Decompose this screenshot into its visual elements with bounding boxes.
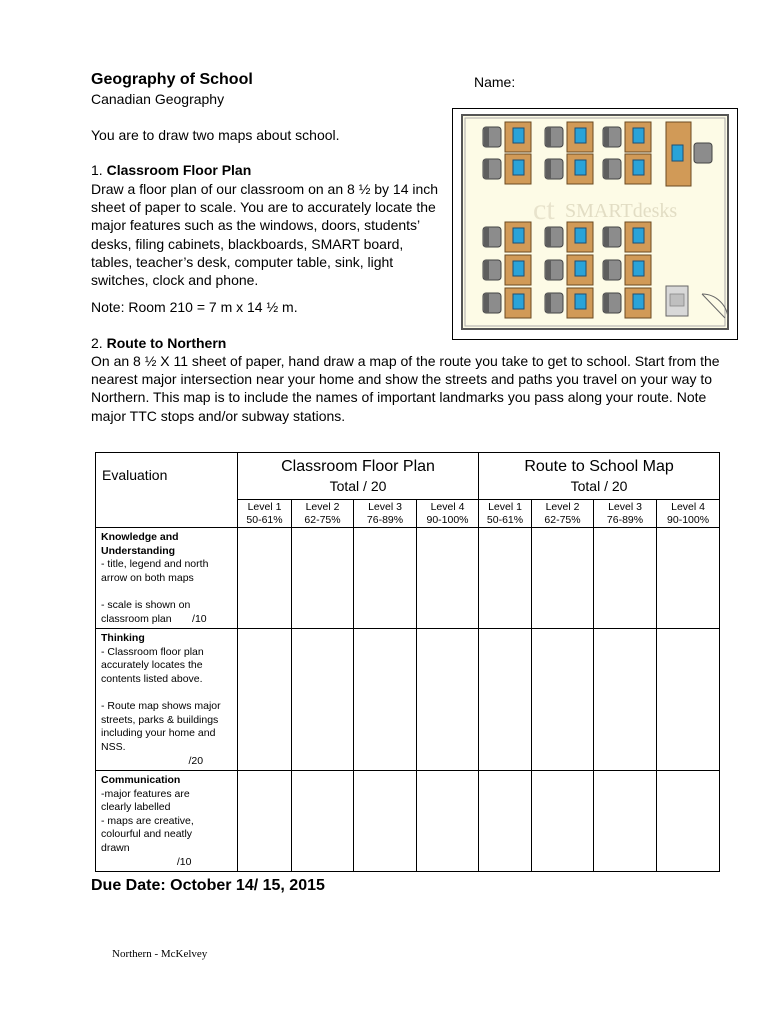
score-cell[interactable] <box>354 528 417 629</box>
criterion-line: - title, legend and north <box>101 558 209 571</box>
score-cell[interactable] <box>238 629 292 771</box>
chair-back <box>484 260 489 280</box>
computer-screen <box>633 128 644 143</box>
score-cell[interactable] <box>238 528 292 629</box>
computer-screen <box>513 128 524 143</box>
criterion-line: /10 <box>101 855 192 868</box>
computer-screen <box>575 228 586 243</box>
score-cell[interactable] <box>292 629 354 771</box>
criterion-line: - maps are creative, <box>101 814 194 827</box>
evaluation-rubric-table <box>95 452 720 872</box>
computer-screen <box>633 160 644 175</box>
computer-screen <box>513 228 524 243</box>
score-cell[interactable] <box>292 771 354 872</box>
page-subtitle: Canadian Geography <box>91 91 225 107</box>
teacher-computer-screen <box>672 145 683 161</box>
computer-screen <box>633 261 644 276</box>
rubric-row <box>96 528 720 629</box>
criterion-line: - Route map shows major <box>101 700 221 713</box>
name-label: Name: <box>474 74 516 90</box>
chair-back <box>546 159 551 179</box>
level-header-cell <box>532 500 594 528</box>
intro-text: You are to draw two maps about school. <box>91 127 340 143</box>
section1-number: 1. <box>91 162 107 178</box>
rubric-row <box>96 629 720 771</box>
computer-screen <box>575 294 586 309</box>
evaluation-label: Evaluation <box>96 453 238 528</box>
level-header-cell <box>594 500 657 528</box>
score-cell[interactable] <box>657 629 720 771</box>
criterion-line: drawn <box>101 842 130 855</box>
score-cell[interactable] <box>417 629 479 771</box>
score-cell[interactable] <box>238 771 292 872</box>
score-cell[interactable] <box>594 771 657 872</box>
criterion-line <box>101 585 235 599</box>
criterion-line: classroom plan /10 <box>101 612 207 625</box>
score-cell[interactable] <box>479 771 532 872</box>
section2-number: 2. <box>91 335 107 351</box>
criterion-line: clearly labelled <box>101 801 171 814</box>
criterion-cell <box>96 528 238 629</box>
computer-screen <box>513 261 524 276</box>
computer-screen <box>575 128 586 143</box>
criterion-line: streets, parks & buildings <box>101 713 219 726</box>
route-map-title: Route to School Map <box>524 458 674 475</box>
section1-title: Classroom Floor Plan <box>106 162 252 178</box>
score-cell[interactable] <box>532 771 594 872</box>
level-header-cell <box>238 500 292 528</box>
score-cell[interactable] <box>417 528 479 629</box>
level-header-cell <box>354 500 417 528</box>
level-range: 50-61% <box>486 514 524 526</box>
criterion-line: - Classroom floor plan <box>101 645 204 658</box>
level-name: Level 2 <box>305 501 340 513</box>
level-range: 90-100% <box>667 514 710 526</box>
criterion-heading: Knowledge and Understanding <box>101 531 179 557</box>
filing-cabinet-drawer <box>670 294 684 306</box>
chair-back <box>604 159 609 179</box>
criterion-heading: Communication <box>101 774 181 787</box>
chair-back <box>546 293 551 313</box>
level-name: Level 3 <box>608 501 642 513</box>
chair-back <box>604 293 609 313</box>
computer-screen <box>575 160 586 175</box>
level-name: Level 4 <box>671 501 705 513</box>
classroom-plan-total: Total / 20 <box>329 478 387 494</box>
chair-back <box>546 127 551 147</box>
score-cell[interactable] <box>354 629 417 771</box>
score-cell[interactable] <box>657 528 720 629</box>
level-range: 62-75% <box>544 514 581 526</box>
section1-body: Draw a floor plan of our classroom on an 8 ½ by 14 inch sheet of paper to scale. You are to accurately locate the major features such as the windows, doors, students’ desks, filing cabinets, blackboards, SMART board, tables, teacher’s desk, computer table, sink, light switches, clock and phone. <box>91 181 439 289</box>
rubric-row <box>96 771 720 872</box>
chair-back <box>484 127 489 147</box>
classroom-plan-header <box>238 453 479 500</box>
score-cell[interactable] <box>532 528 594 629</box>
criterion-line: - scale is shown on <box>101 598 191 611</box>
watermark-logo-mark: ct <box>533 193 555 226</box>
criterion-cell <box>96 629 238 771</box>
criterion-line: including your home and <box>101 727 216 740</box>
score-cell[interactable] <box>417 771 479 872</box>
level-range: 76-89% <box>606 514 644 526</box>
level-name: Level 3 <box>368 501 402 513</box>
computer-screen <box>633 294 644 309</box>
score-cell[interactable] <box>532 629 594 771</box>
page-title: Geography of School <box>91 71 253 88</box>
chair-back <box>484 227 489 247</box>
chair-back <box>546 227 551 247</box>
level-name: Level 4 <box>430 501 465 513</box>
section2-heading <box>91 335 226 351</box>
level-range: 90-100% <box>426 514 469 526</box>
level-header-cell <box>479 500 532 528</box>
computer-screen <box>513 160 524 175</box>
criterion-line: /20 <box>101 754 204 767</box>
room-note: Note: Room 210 = 7 m x 14 ½ m. <box>91 299 298 315</box>
teacher-chair <box>694 143 712 163</box>
score-cell[interactable] <box>292 528 354 629</box>
score-cell[interactable] <box>594 528 657 629</box>
computer-screen <box>513 294 524 309</box>
criterion-line: colourful and neatly <box>101 828 193 841</box>
route-map-total: Total / 20 <box>570 478 628 494</box>
criterion-line: NSS. <box>101 740 126 753</box>
floor-plan-drawing <box>453 109 739 341</box>
computer-screen <box>633 228 644 243</box>
watermark-text: SMARTdesks <box>565 200 678 222</box>
level-name: Level 1 <box>488 501 522 513</box>
score-cell[interactable] <box>479 629 532 771</box>
chair-back <box>604 127 609 147</box>
chair-back <box>484 159 489 179</box>
section2-title: Route to Northern <box>106 335 227 351</box>
score-cell[interactable] <box>657 771 720 872</box>
section1-heading <box>91 162 251 178</box>
level-range: 50-61% <box>246 514 283 526</box>
score-cell[interactable] <box>354 771 417 872</box>
criterion-line <box>101 687 235 701</box>
criterion-heading: Thinking <box>101 632 145 645</box>
chair-back <box>604 227 609 247</box>
chair-back <box>484 293 489 313</box>
chair-back <box>604 260 609 280</box>
section2-body: On an 8 ½ X 11 sheet of paper, hand draw a map of the route you take to get to school. Start from the nearest major intersection near your home and show the streets and paths you travel on your way to Northern. This map is to include the names of important landmarks you pass along your route. Note major TTC stops and/or subway stations. <box>91 353 720 424</box>
criterion-cell <box>96 771 238 872</box>
classroom-plan-title: Classroom Floor Plan <box>281 458 435 475</box>
score-cell[interactable] <box>594 629 657 771</box>
level-name: Level 2 <box>545 501 580 513</box>
classroom-floor-plan-image <box>452 108 738 340</box>
criterion-line: -major features are <box>101 787 190 800</box>
footer-text: Northern - McKelvey <box>112 948 208 960</box>
level-range: 62-75% <box>304 514 341 526</box>
criterion-line: arrow on both maps <box>101 571 194 584</box>
criterion-line: contents listed above. <box>101 672 203 685</box>
computer-screen <box>575 261 586 276</box>
criterion-line: accurately locates the <box>101 659 203 672</box>
due-date: Due Date: October 14/ 15, 2015 <box>91 877 325 894</box>
level-header-cell <box>657 500 720 528</box>
score-cell[interactable] <box>479 528 532 629</box>
chair-back <box>546 260 551 280</box>
level-header-cell <box>292 500 354 528</box>
level-range: 76-89% <box>366 514 404 526</box>
route-map-header <box>479 453 720 500</box>
level-header-cell <box>417 500 479 528</box>
level-name: Level 1 <box>247 501 282 513</box>
